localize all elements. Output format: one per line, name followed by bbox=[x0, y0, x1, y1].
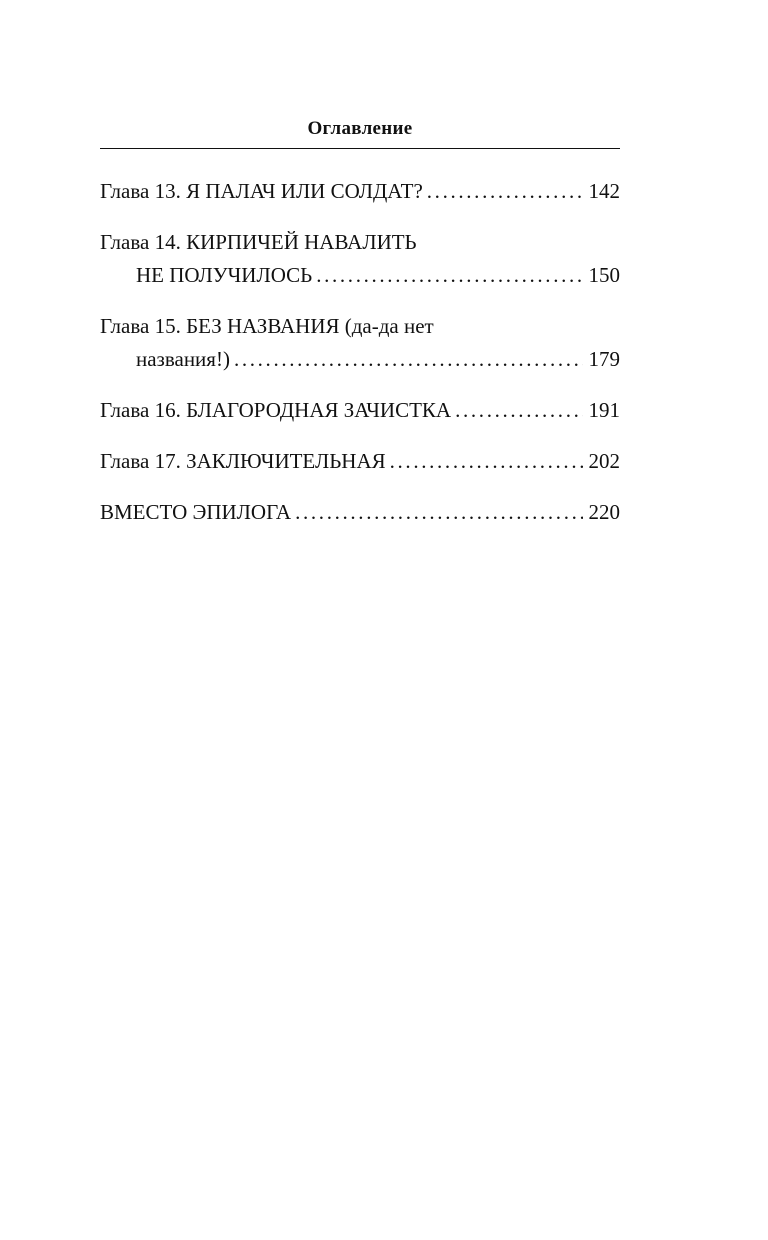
toc-heading: Оглавление bbox=[307, 118, 413, 139]
toc-entry-title: Глава 14. КИРПИЧЕЙ НАВАЛИТЬ bbox=[100, 230, 417, 254]
toc-line bbox=[100, 310, 620, 343]
toc-entry-page-number: 150 bbox=[588, 263, 620, 287]
toc-line-continuation bbox=[100, 343, 620, 376]
dot-leader bbox=[295, 496, 582, 529]
toc-entry-page-number: 202 bbox=[588, 449, 620, 473]
dot-leader bbox=[455, 394, 582, 427]
toc-line bbox=[100, 394, 620, 427]
table-of-contents bbox=[100, 175, 620, 547]
toc-entry-page-number: 179 bbox=[588, 347, 620, 371]
toc-entry-chapter-14[interactable] bbox=[100, 226, 620, 292]
toc-line-continuation bbox=[100, 259, 620, 292]
toc-line bbox=[100, 445, 620, 478]
dot-leader bbox=[427, 175, 583, 208]
dot-leader bbox=[316, 259, 582, 292]
toc-line bbox=[100, 175, 620, 208]
heading-divider bbox=[100, 148, 620, 149]
toc-entry-page-number: 142 bbox=[588, 179, 620, 203]
dot-leader bbox=[234, 343, 583, 376]
toc-entry-chapter-15[interactable] bbox=[100, 310, 620, 376]
toc-entry-title: Глава 16. БЛАГОРОДНАЯ ЗАЧИСТКА bbox=[100, 398, 452, 422]
toc-entry-title: Глава 15. БЕЗ НАЗВАНИЯ (да-да нет bbox=[100, 314, 434, 338]
toc-entry-title: Глава 13. Я ПАЛАЧ ИЛИ СОЛДАТ? bbox=[100, 179, 423, 203]
toc-entry-title: ВМЕСТО ЭПИЛОГА bbox=[100, 500, 292, 524]
dot-leader bbox=[390, 445, 583, 478]
toc-entry-title: Глава 17. ЗАКЛЮЧИТЕЛЬНАЯ bbox=[100, 449, 386, 473]
toc-entry-chapter-17[interactable] bbox=[100, 445, 620, 478]
toc-entry-title-continuation: НЕ ПОЛУЧИЛОСЬ bbox=[136, 263, 313, 287]
toc-entry-chapter-13[interactable] bbox=[100, 175, 620, 208]
toc-entry-chapter-16[interactable] bbox=[100, 394, 620, 427]
toc-entry-epilogue[interactable] bbox=[100, 496, 620, 529]
toc-entry-title-continuation: названия!) bbox=[136, 347, 230, 371]
toc-entry-page-number: 220 bbox=[588, 500, 620, 524]
toc-entry-page-number: 191 bbox=[588, 398, 620, 422]
toc-line bbox=[100, 226, 620, 259]
toc-line bbox=[100, 496, 620, 529]
